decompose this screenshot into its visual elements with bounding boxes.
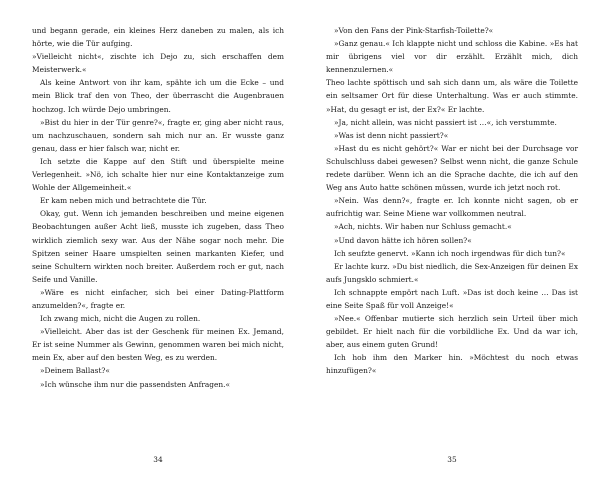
- paragraph: Ich seufzte genervt. »Kann ich noch irgendwas für dich tun?«: [334, 248, 566, 258]
- left-page-number: 34: [153, 455, 163, 464]
- paragraph: Ich hob ihm den Marker hin. »Möchtest du noch etwas hinzufügen?«: [326, 353, 578, 376]
- paragraph: und begann gerade, ein kleines Herz daneben zu malen, als ich hörte, wie die Tür aufging.: [32, 26, 284, 49]
- paragraph: »Nein. Was denn?«, fragte er. Ich konnte nicht sagen, ob er aufrichtig war. Seine Miene war vollkommen neutral.: [326, 196, 578, 219]
- paragraph: »Deinem Ballast?«: [40, 366, 110, 376]
- paragraph: »Ja, nicht allein, was nicht passiert ist …«, ich verstummte.: [334, 117, 557, 127]
- left-page: [32, 24, 284, 444]
- paragraph: »Ach, nichts. Wir haben nur Schluss gemacht.«: [334, 222, 512, 232]
- right-page: [326, 24, 578, 444]
- paragraph: »Von den Fans der Pink-Starfish-Toilette?«: [334, 26, 494, 35]
- right-page-number: 35: [447, 455, 457, 464]
- paragraph: »Ganz genau.« Ich klappte nicht und schloss die Kabine. »Es hat mir übrigens viel vor dir erzählt. Erzählt mich, dich kennenzulernen.«: [326, 39, 578, 75]
- paragraph: »Ich wünsche ihm nur die passendsten Anfragen.«: [40, 379, 230, 389]
- paragraph: Ich zwang mich, nicht die Augen zu rollen.: [40, 314, 201, 324]
- paragraph: »Und davon hätte ich hören sollen?«: [334, 235, 472, 245]
- paragraph: »Bist du hier in der Tür genre?«, fragte er, ging aber nicht raus, um nachzuschauen, sondern sah mich nur an. Er wusste ganz genau, dass er hier falsch war, nicht er.: [32, 117, 284, 153]
- paragraph: Ich setzte die Kappe auf den Stift und überspielte meine Verlegenheit. »Nö, ich schalte hier nur eine Kontaktanzeige zum Wohle der Allgemeinheit.«: [32, 156, 284, 193]
- paragraph: Er lachte kurz. »Du bist niedlich, die Sex-Anzeigen für deinen Ex aufs Jungsklo schmiert.«: [326, 261, 578, 284]
- paragraph: »Vielleicht nicht«, zischte ich Dejo zu, sich erschaffen dem Meisterwerk.«: [32, 52, 284, 75]
- paragraph: »Nee.« Offenbar mutierte sich herzlich sein Urteil über mich gebildet. Er hielt nach für die vorbildliche Ex. Und da war ich, aber, aus einem guten Grund!: [326, 314, 578, 350]
- paragraph: Theo lachte spöttisch und sah sich dann um, als wäre die Toilette ein seltsamer Ort für diese Unterhaltung. Was er auch stimmte. »Hat, du gesagt er ist, der Ex?« Er lachte.: [326, 78, 578, 114]
- paragraph: »Wäre es nicht einfacher, sich bei einer Dating-Plattform anzumelden?«, fragte er.: [32, 287, 284, 310]
- paragraph: Ich schnappte empört nach Luft. »Das ist doch keine … Das ist eine Seite Spaß für voll Anzeige!«: [326, 287, 578, 310]
- paragraph: Okay, gut. Wenn ich jemanden beschreiben und meine eigenen Beobachtungen außer Acht ließ, musste ich zugeben, dass Theo wirklich ziemlich sexy war. Aus der Nähe sogar noch mehr. Die Spitzen seiner Haare umspielten seinen markanten Kiefer, und seine Schultern wirkten noch breiter. Außerdem roch er gut, nach Seife und Vanille.: [32, 209, 284, 284]
- paragraph: »Vielleicht. Aber das ist der Geschenk für meinen Ex. Jemand, Er ist seine Nummer als Gewinn, genommen waren bei mich nicht, mein Ex, aber auf den besten Weg, es zu werden.: [32, 327, 284, 363]
- paragraph: »Was ist denn nicht passiert?«: [334, 130, 449, 140]
- paragraph: Als keine Antwort von ihr kam, spähte ich um die Ecke – und mein Blick traf den von Theo, der überrascht die Augenbrauen hochzog. Ich würde Dejo umbringen.: [32, 78, 284, 114]
- paragraph: Er kam neben mich und betrachtete die Tür.: [40, 196, 207, 206]
- paragraph: »Hast du es nicht gehört?« War er nicht bei der Durchsage vor Schulschluss dabei gewesen? Selbst wenn nicht, die ganze Schule redete darüber. Wenn ich an die Sprache dachte, die ich auf den Weg ans Auto hatte schönen müssen, wurde ich jetzt noch rot.: [326, 143, 578, 193]
